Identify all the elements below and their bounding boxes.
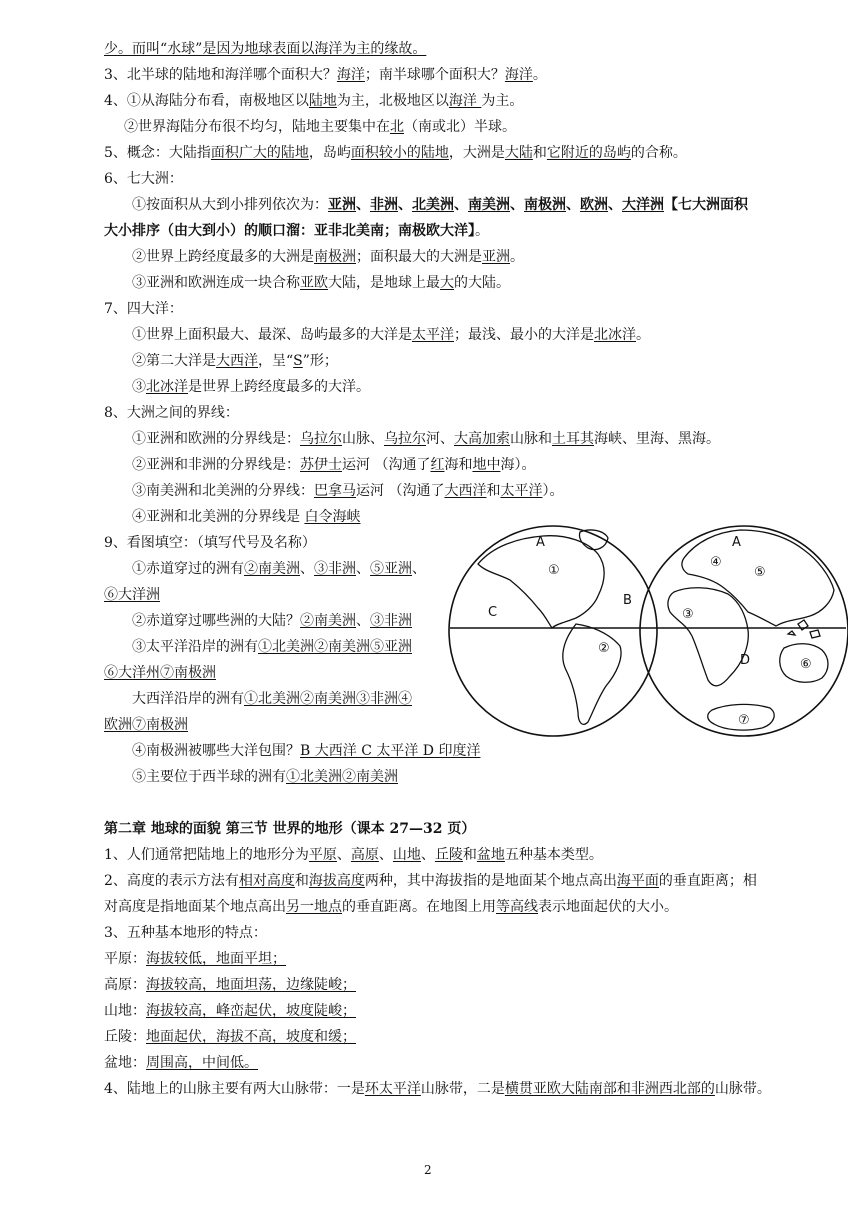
text-run: 、 bbox=[356, 561, 370, 577]
text-run: ②赤道穿过哪些洲的大陆？ bbox=[132, 613, 300, 629]
answer-text: 北 bbox=[390, 119, 404, 135]
answer-text: 大西洋 bbox=[444, 483, 487, 499]
text-line bbox=[104, 170, 183, 188]
answer-text: 海拔较低，地面平坦； bbox=[146, 951, 286, 967]
text-run: 海）。 bbox=[500, 457, 536, 473]
text-run: 、 bbox=[398, 197, 412, 213]
answer-text: 海平面 bbox=[616, 873, 659, 889]
answer-text: 非洲 bbox=[370, 197, 398, 213]
text-line bbox=[104, 924, 267, 942]
answer-text: 山地 bbox=[392, 847, 421, 863]
ocean-label-a-west: A bbox=[536, 535, 545, 550]
text-run: ①赤道穿过的洲有 bbox=[132, 561, 244, 577]
text-line bbox=[132, 768, 398, 786]
answer-text: 另一地点 bbox=[286, 899, 342, 915]
answer-text: 海拔较高，峰峦起伏，坡度陡峻； bbox=[146, 1003, 356, 1019]
text-run: 9、看图填空：（填写代号及名称） bbox=[104, 535, 316, 551]
page-number: 2 bbox=[424, 1163, 432, 1177]
text-run: 4、陆地上的山脉主要有两大山脉带：一是 bbox=[104, 1081, 365, 1097]
text-run: 。 bbox=[510, 249, 524, 265]
answer-text: ③非洲 bbox=[370, 613, 412, 629]
text-run: 和 bbox=[486, 483, 501, 499]
text-line bbox=[104, 1002, 356, 1020]
text-run: ；最浅、最小的大洋是 bbox=[454, 327, 594, 343]
text-line bbox=[104, 92, 523, 110]
answer-text: 南极洲 bbox=[524, 197, 566, 213]
answer-text: 面积较小的陆地 bbox=[350, 145, 449, 161]
africa-shape bbox=[668, 588, 751, 686]
text-line bbox=[104, 1054, 258, 1072]
text-line bbox=[132, 482, 563, 500]
text-run: 、 bbox=[378, 847, 393, 863]
text-line bbox=[104, 898, 678, 916]
text-line bbox=[132, 196, 748, 214]
answer-text: 环太平洋 bbox=[364, 1081, 421, 1097]
text-run: 为主，北极地区以 bbox=[336, 93, 449, 109]
text-run: 的合称。 bbox=[630, 145, 687, 161]
answer-text: 大高加索 bbox=[454, 431, 510, 447]
text-run: ①亚洲和欧洲的分界线是： bbox=[132, 431, 300, 447]
text-line bbox=[132, 560, 426, 578]
text-run: 1、人们通常把陆地上的地形分为 bbox=[104, 847, 309, 863]
text-run: 、 bbox=[300, 561, 314, 577]
text-run: 运河 （沟通了 bbox=[342, 457, 431, 473]
continent-label-4: ④ bbox=[710, 555, 722, 570]
text-line bbox=[132, 352, 338, 370]
text-run: ③亚洲和欧洲连成一块合称 bbox=[132, 275, 300, 291]
text-run: 、 bbox=[356, 197, 370, 213]
text-line bbox=[132, 508, 360, 526]
answer-text: 欧洲 bbox=[580, 197, 608, 213]
text-run: ③太平洋沿岸的洲有 bbox=[132, 639, 258, 655]
text-run: 和 bbox=[462, 847, 477, 863]
answer-text: 南极洲 bbox=[314, 249, 356, 265]
answer-text: 土耳其 bbox=[552, 431, 594, 447]
text-run: 。 bbox=[475, 223, 489, 239]
text-run: 7、四大洋： bbox=[104, 301, 183, 317]
answer-text: 白令海峡 bbox=[304, 509, 361, 525]
text-line bbox=[104, 66, 547, 84]
text-run: ）。 bbox=[542, 483, 564, 499]
text-line bbox=[132, 248, 524, 266]
text-run: ③南美洲和北美洲的分界线： bbox=[132, 483, 314, 499]
text-run: 高原： bbox=[104, 977, 146, 993]
answer-text: ②南美洲 bbox=[244, 561, 300, 577]
text-run: 。 bbox=[636, 327, 650, 343]
answer-text: 盆地 bbox=[476, 847, 505, 863]
text-line bbox=[104, 976, 356, 994]
text-line bbox=[104, 222, 489, 240]
answer-text: 相对高度 bbox=[238, 873, 295, 889]
answer-text: 它附近的岛屿 bbox=[546, 145, 631, 161]
answer-text: 乌拉尔 bbox=[384, 431, 426, 447]
answer-text: 海拔高度 bbox=[308, 873, 365, 889]
south-america-shape bbox=[563, 624, 621, 724]
continent-label-7: ⑦ bbox=[738, 713, 750, 728]
text-run: 【七大洲面积 bbox=[664, 197, 748, 213]
text-run: ”形； bbox=[302, 353, 338, 369]
ocean-label-c: C bbox=[488, 605, 498, 620]
text-run: 、 bbox=[608, 197, 622, 213]
continent-label-6: ⑥ bbox=[800, 657, 812, 672]
text-line bbox=[104, 1028, 356, 1046]
text-run: 和 bbox=[532, 145, 547, 161]
text-run: 大西洋沿岸的洲有 bbox=[132, 691, 244, 707]
answer-text: 周围高，中间低。 bbox=[146, 1055, 258, 1071]
answer-text: 大 bbox=[440, 275, 454, 291]
answer-text: 苏伊士 bbox=[300, 457, 342, 473]
text-run: 2、高度的表示方法有 bbox=[104, 873, 239, 889]
answer-text: 横贯亚欧大陆南部和非洲西北部的 bbox=[504, 1081, 715, 1097]
text-run: ①世界上面积最大、最深、岛屿最多的大洋是 bbox=[132, 327, 412, 343]
text-line bbox=[104, 586, 160, 604]
text-run: 山脉和 bbox=[510, 431, 552, 447]
text-run: 的垂直距离；相 bbox=[658, 873, 757, 889]
text-run: ④南极洲被哪些大洋包围？ bbox=[132, 743, 300, 759]
text-line bbox=[104, 820, 475, 838]
text-line bbox=[104, 144, 687, 162]
answer-text: ⑥大洋洲 bbox=[104, 587, 160, 603]
text-run: 是世界上跨经度最多的大洋。 bbox=[188, 379, 370, 395]
text-line bbox=[124, 118, 516, 136]
answer-text: 海洋 bbox=[448, 93, 482, 109]
text-run: 、 bbox=[566, 197, 580, 213]
text-line bbox=[104, 846, 603, 864]
answer-text: ①北美洲②南美洲 bbox=[286, 769, 398, 785]
text-line bbox=[132, 690, 412, 708]
answer-text: 太平洋 bbox=[412, 327, 454, 343]
text-run: ①按面积从大到小排列依次为： bbox=[132, 197, 328, 213]
text-line bbox=[104, 664, 216, 682]
text-run: 的大陆。 bbox=[454, 275, 510, 291]
text-run: 、 bbox=[510, 197, 524, 213]
answer-text: 地中 bbox=[472, 457, 501, 473]
answer-text: B 大西洋 C 太平洋 D 印度洋 bbox=[300, 743, 481, 759]
text-run: 6、七大洲： bbox=[104, 171, 183, 187]
text-line bbox=[104, 950, 286, 968]
text-run: ，大洲是 bbox=[448, 145, 505, 161]
continent-label-3: ③ bbox=[682, 607, 694, 622]
text-run: 海峡、里海、黑海。 bbox=[594, 431, 720, 447]
text-run: 、 bbox=[412, 561, 426, 577]
text-run: 山脉、 bbox=[342, 431, 384, 447]
text-line bbox=[104, 40, 426, 58]
text-run: 第二章 地球的面貌 第三节 世界的地形（课本 27—32 页） bbox=[104, 821, 476, 837]
text-line bbox=[104, 404, 239, 422]
answer-text: ①北美洲②南美洲③非洲④ bbox=[244, 691, 412, 707]
answer-text: ⑤亚洲 bbox=[370, 561, 412, 577]
text-run: 表示地面起伏的大小。 bbox=[538, 899, 678, 915]
answer-text: 少。而叫“水球”是因为地球表面以海洋为主的缘故。 bbox=[104, 41, 427, 57]
text-run: 对高度是指地面某个地点高出 bbox=[104, 899, 286, 915]
text-run: 、 bbox=[454, 197, 468, 213]
answer-text: 太平洋 bbox=[500, 483, 543, 499]
text-run: ②第二大洋是 bbox=[132, 353, 216, 369]
text-run: 、 bbox=[420, 847, 435, 863]
text-run: ②亚洲和非洲的分界线是： bbox=[132, 457, 300, 473]
text-run: 8、大洲之间的界线： bbox=[104, 405, 239, 421]
continent-label-2: ② bbox=[598, 641, 610, 656]
text-line bbox=[132, 430, 720, 448]
text-run: ④亚洲和北美洲的分界线是 bbox=[132, 509, 305, 525]
answer-text: 南美洲 bbox=[468, 197, 510, 213]
text-run: 为主。 bbox=[481, 93, 524, 109]
answer-text: 陆地 bbox=[308, 93, 337, 109]
text-run: 5、概念：大陆指 bbox=[104, 145, 211, 161]
answer-text: 海拔较高，地面坦荡，边缘陡峻； bbox=[146, 977, 356, 993]
text-run: 山脉带。 bbox=[714, 1081, 771, 1097]
text-run: （南或北）半球。 bbox=[404, 119, 516, 135]
text-run: ；面积最大的大洲是 bbox=[356, 249, 482, 265]
answer-text: 高原 bbox=[350, 847, 379, 863]
answer-text: 北冰洋 bbox=[146, 379, 188, 395]
text-run: 河、 bbox=[426, 431, 454, 447]
text-line bbox=[104, 1080, 771, 1098]
answer-text: 等高线 bbox=[496, 899, 538, 915]
text-run: 3、北半球的陆地和海洋哪个面积大？ bbox=[104, 67, 337, 83]
text-run: ，呈“ bbox=[258, 353, 294, 369]
text-run: 运河 （沟通了 bbox=[356, 483, 445, 499]
answer-text: S bbox=[293, 353, 303, 369]
text-run: 、 bbox=[356, 613, 370, 629]
text-line bbox=[132, 378, 370, 396]
answer-text: 地面起伏，海拔不高，坡度和缓； bbox=[146, 1029, 356, 1045]
text-run: 山脉带，二是 bbox=[420, 1081, 505, 1097]
text-run: ③ bbox=[132, 379, 146, 395]
text-run: 盆地： bbox=[104, 1055, 146, 1071]
text-run: ②世界上跨经度最多的大洲是 bbox=[132, 249, 314, 265]
answer-text: 巴拿马 bbox=[314, 483, 356, 499]
text-run: 大陆，是地球上最 bbox=[328, 275, 440, 291]
answer-text: 平原 bbox=[308, 847, 337, 863]
text-run: 大小排序（由大到小）的顺口溜：亚非北美南；南极欧大洋】 bbox=[104, 223, 475, 239]
answer-text: 面积广大的陆地 bbox=[210, 145, 309, 161]
text-line bbox=[104, 534, 316, 552]
text-run: ②世界海陆分布很不均匀，陆地主要集中在 bbox=[124, 119, 390, 135]
western-hemisphere-outline bbox=[449, 526, 657, 736]
world-hemispheres-map bbox=[448, 524, 848, 738]
text-run: 丘陵： bbox=[104, 1029, 146, 1045]
text-run: 。 bbox=[532, 67, 547, 83]
answer-text: 红 bbox=[430, 457, 445, 473]
islands-shape bbox=[788, 620, 820, 638]
answer-text: 大洋洲 bbox=[622, 197, 664, 213]
text-run: 4、①从海陆分布看，南极地区以 bbox=[104, 93, 309, 109]
text-line bbox=[132, 274, 510, 292]
continent-label-5: ⑤ bbox=[754, 565, 766, 580]
answer-text: 北冰洋 bbox=[594, 327, 636, 343]
ocean-label-d: D bbox=[740, 653, 751, 668]
text-line bbox=[132, 326, 650, 344]
answer-text: 亚洲 bbox=[482, 249, 510, 265]
ocean-label-b: B bbox=[623, 593, 632, 608]
answer-text: 大陆 bbox=[504, 145, 533, 161]
text-run: ，岛屿 bbox=[308, 145, 351, 161]
answer-text: 海洋 bbox=[504, 67, 533, 83]
answer-text: ⑥大洋州⑦南极洲 bbox=[104, 665, 216, 681]
text-line bbox=[132, 612, 412, 630]
text-run: ⑤主要位于西半球的洲有 bbox=[132, 769, 286, 785]
answer-text: 亚欧 bbox=[300, 275, 328, 291]
text-run: 3、五种基本地形的特点： bbox=[104, 925, 267, 941]
answer-text: 大西洋 bbox=[216, 353, 258, 369]
text-run: 平原： bbox=[104, 951, 146, 967]
answer-text: ②南美洲 bbox=[300, 613, 356, 629]
text-run: 和 bbox=[294, 873, 309, 889]
answer-text: 丘陵 bbox=[434, 847, 463, 863]
answer-text: 欧洲⑦南极洲 bbox=[104, 717, 188, 733]
text-line bbox=[132, 638, 412, 656]
continent-label-1: ① bbox=[548, 563, 560, 578]
text-run: ；南半球哪个面积大？ bbox=[364, 67, 505, 83]
text-run: 山地： bbox=[104, 1003, 146, 1019]
text-line bbox=[132, 456, 535, 474]
text-run: 、 bbox=[336, 847, 351, 863]
text-run: 两种，其中海拔指的是地面某个地点高出 bbox=[364, 873, 617, 889]
answer-text: ③非洲 bbox=[314, 561, 356, 577]
text-run: 的垂直距离。在地图上用 bbox=[342, 899, 496, 915]
text-run: 五种基本类型。 bbox=[504, 847, 603, 863]
text-line bbox=[104, 716, 188, 734]
text-line bbox=[104, 872, 757, 890]
answer-text: 北美洲 bbox=[412, 197, 454, 213]
ocean-label-a-east: A bbox=[732, 535, 741, 550]
text-line bbox=[132, 742, 480, 760]
text-run: 海和 bbox=[444, 457, 473, 473]
answer-text: 乌拉尔 bbox=[300, 431, 342, 447]
answer-text: 亚洲 bbox=[328, 197, 356, 213]
answer-text: 海洋 bbox=[336, 67, 365, 83]
text-line bbox=[104, 300, 183, 318]
answer-text: ①北美洲②南美洲⑤亚洲 bbox=[258, 639, 412, 655]
